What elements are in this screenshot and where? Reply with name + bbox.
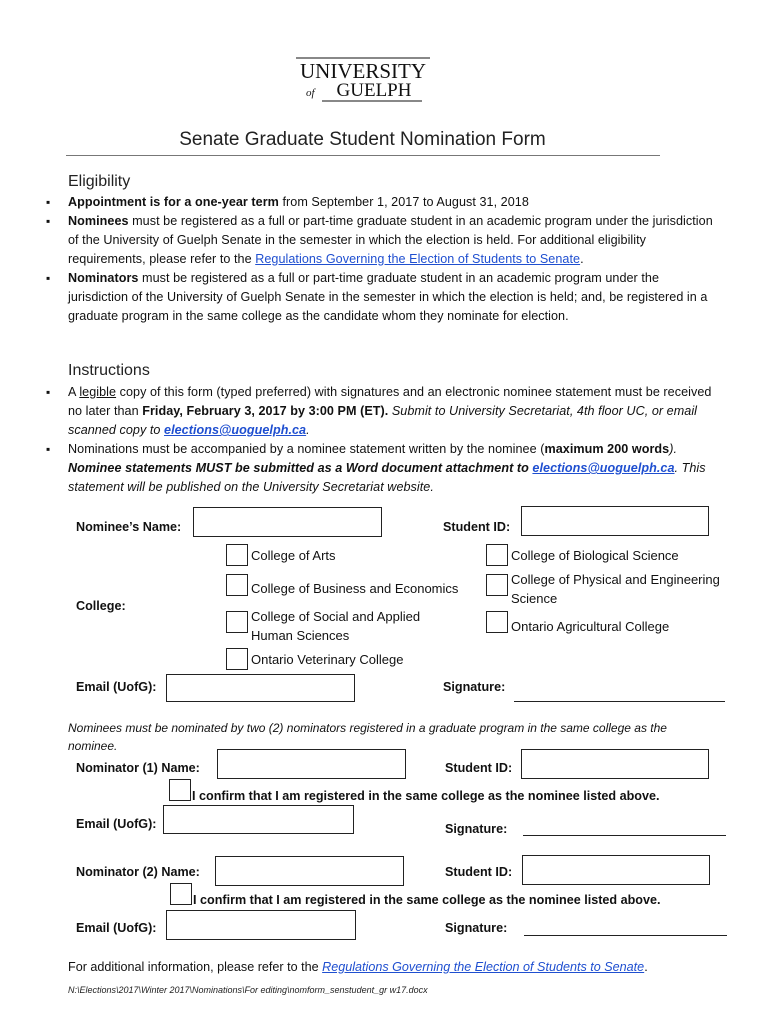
college-biological-label: College of Biological Science [511,548,679,563]
nominator1-student-id-field[interactable] [521,749,709,779]
title-divider [66,155,660,156]
nominator1-name-label: Nominator (1) Name: [76,761,200,775]
nominator1-confirm-text: I confirm that I am registered in the same college as the nominee listed above. [192,789,660,803]
college-label: College: [76,599,126,613]
nominator1-signature-line[interactable] [523,835,726,836]
college-arts-checkbox[interactable] [226,544,248,566]
college-physical-label: College of Physical and Engineering Science [511,572,720,606]
nominator2-email-label: Email (UofG): [76,921,157,935]
nominator2-name-label: Nominator (2) Name: [76,865,200,879]
nominee-email-field[interactable] [166,674,355,702]
nominator2-signature-label: Signature: [445,921,508,935]
college-biological-checkbox[interactable] [486,544,508,566]
nominator2-signature-line[interactable] [524,935,727,936]
form-title: Senate Graduate Student Nomination Form [179,129,546,150]
logo-of: of [306,87,315,99]
nominator1-email-field[interactable] [163,805,354,834]
nominee-email-label: Email (UofG): [76,680,157,694]
eligibility-item-nominators: ▪ Nominators must be registered as a full or part-time graduate student in an academic program under the jurisdiction of the University of Guelph Senate in the semester in which the election is held; and, be registered in a graduate program in the same college as the candidate whom they nominate for election. [48,269,713,326]
college-business-checkbox[interactable] [226,574,248,596]
university-of-guelph-logo [292,56,434,104]
nominator2-confirm-checkbox[interactable] [170,883,192,905]
instructions-heading: Instructions [68,362,150,379]
nominator1-name-field[interactable] [217,749,406,779]
college-arts-label: College of Arts [251,548,336,563]
eligibility-item-term: ▪ Appointment is for a one-year term from September 1, 2017 to August 31, 2018 [48,193,713,212]
nominator2-student-id-field[interactable] [522,855,710,885]
elections-email-link-2[interactable]: elections@uoguelph.ca [532,461,675,475]
eligibility-heading: Eligibility [68,173,131,190]
nominator2-name-field[interactable] [215,856,404,886]
instruction-item-submission: ▪ A legible copy of this form (typed preferred) with signatures and an electronic nominee statement must be received no later than Friday, February 3, 2017 by 3:00 PM (ET). Submit to University Secretariat, 4th floor UC, or email scanned copy to elections@uoguelph.ca. [48,383,713,440]
nominators-note: Nominees must be nominated by two (2) nominators registered in a graduate program in the same college as the nominee. [68,721,667,753]
college-agricultural-label: Ontario Agricultural College [511,619,670,634]
nominator1-confirm-checkbox[interactable] [169,779,191,801]
eligibility-list [48,193,713,326]
logo-line2: GUELPH [336,80,412,101]
nominator1-email-label: Email (UofG): [76,817,157,831]
nominator1-student-id-label: Student ID: [445,761,513,775]
college-vet-label: Ontario Veterinary College [251,652,404,667]
college-vet-checkbox[interactable] [226,648,248,670]
nominee-student-id-label: Student ID: [443,520,511,534]
additional-info: For additional information, please refer to the Regulations Governing the Election of Students to Senate. [68,960,648,974]
instructions-list [48,383,713,497]
instruction-item-statement: ▪ Nominations must be accompanied by a nominee statement written by the nominee (maximum 200 words). Nominee statements MUST be submitted as a Word document attachment to elections@uoguelph.ca. This statement will be published on the University Secretariat website. [48,440,713,497]
nominator2-confirm-text: I confirm that I am registered in the same college as the nominee listed above. [193,893,661,907]
file-path-footer: N:\Elections\2017\Winter 2017\Nominations\For editing\nomform_senstudent_gr w17.docx [68,985,428,995]
college-social-label: College of Social and Applied Human Sciences [251,609,421,643]
nominee-student-id-field[interactable] [521,506,709,536]
nominator1-signature-label: Signature: [445,822,508,836]
nominee-signature-line[interactable] [514,701,725,702]
logo-line1: UNIVERSITY [300,59,426,83]
college-social-checkbox[interactable] [226,611,248,633]
nominee-name-field[interactable] [193,507,382,537]
college-business-label: College of Business and Economics [251,581,459,596]
nominator2-student-id-label: Student ID: [445,865,513,879]
nominee-name-label: Nominee’s Name: [76,520,182,534]
nominator2-email-field[interactable] [166,910,356,940]
elections-email-link[interactable]: elections@uoguelph.ca [164,423,307,437]
eligibility-item-nominees: ▪ Nominees must be registered as a full or part-time graduate student in an academic program under the jurisdiction of the University of Guelph Senate in the semester in which the election is held. For additional eligibility requirements, please refer to the Regulations Governing the Election of Students to Senate. [48,212,713,269]
regulations-link-footer[interactable]: Regulations Governing the Election of Students to Senate [322,960,645,974]
regulations-link[interactable]: Regulations Governing the Election of Students to Senate [255,252,581,266]
college-physical-checkbox[interactable] [486,574,508,596]
nominee-signature-label: Signature: [443,680,506,694]
college-agricultural-checkbox[interactable] [486,611,508,633]
